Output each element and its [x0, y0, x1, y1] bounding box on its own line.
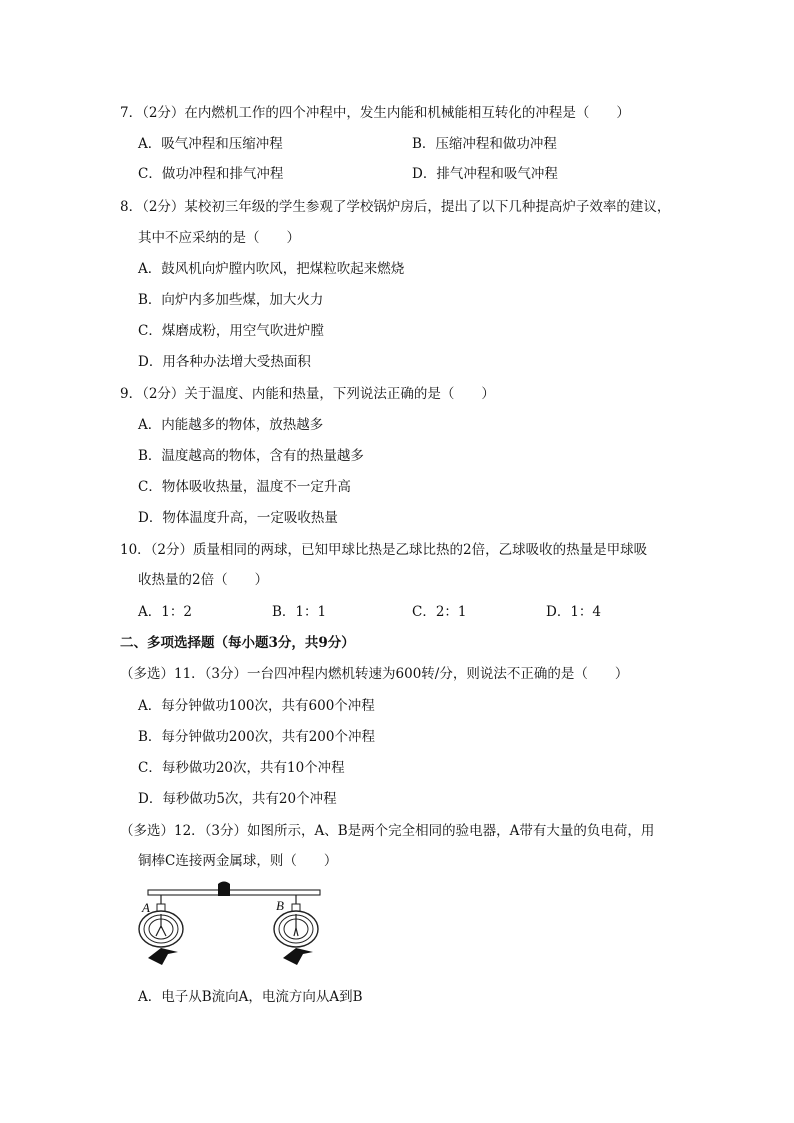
q11-option-d: D．每秒做功5次，共有20个冲程: [138, 791, 337, 807]
q12-stem-line2: 铜棒C连接两金属球，则（ ）: [138, 853, 338, 869]
q9-stem: 9．（2分）关于温度、内能和热量，下列说法正确的是（ ）: [120, 386, 495, 402]
copper-rod: [148, 890, 320, 895]
q7-option-d: D．排气冲程和吸气冲程: [412, 166, 558, 182]
q10-stem-line1: 10．（2分）质量相同的两球，已知甲球比热是乙球比热的2倍，乙球吸收的热量是甲球吸: [120, 542, 648, 558]
q12-stem-line1: （多选）12．（3分）如图所示，A、B是两个完全相同的验电器，A带有大量的负电荷，用: [120, 823, 655, 839]
q8-stem-line2: 其中不应采纳的是（ ）: [138, 230, 300, 246]
q9-option-a: A．内能越多的物体，放热越多: [138, 417, 324, 433]
q8-option-a: A．鼓风机向炉膛内吹风，把煤粒吹起来燃烧: [138, 261, 405, 277]
rod-handle: [218, 882, 230, 897]
q11-stem: （多选）11．（3分）一台四冲程内燃机转速为600转/分，则说法不正确的是（ ）: [120, 666, 629, 682]
q11-option-b: B．每分钟做功200次，共有200个冲程: [138, 729, 375, 745]
q9-option-c: C．物体吸收热量，温度不一定升高: [138, 479, 351, 495]
q10-option-c: C．2：1: [412, 604, 467, 620]
section-heading: 二、多项选择题（每小题3分，共9分）: [120, 635, 355, 651]
q11-option-a: A．每分钟做功100次，共有600个冲程: [138, 698, 375, 714]
q9-option-b: B．温度越高的物体，含有的热量越多: [138, 448, 364, 464]
q8-stem-line1: 8．（2分）某校初三年级的学生参观了学校锅炉房后，提出了以下几种提高炉子效率的建议，: [120, 199, 671, 215]
q8-option-d: D．用各种办法增大受热面积: [138, 354, 311, 370]
q9-option-d: D．物体温度升高，一定吸收热量: [138, 510, 338, 526]
q10-stem-line2: 收热量的2倍（ ）: [138, 572, 269, 588]
q7-option-a: A．吸气冲程和压缩冲程: [138, 136, 283, 152]
q10-option-d: D．1：4: [546, 604, 602, 620]
q10-option-a: A．1：2: [138, 604, 192, 620]
electroscope-figure: [134, 880, 334, 972]
q7-stem: 7．（2分）在内燃机工作的四个冲程中，发生内能和机械能相互转化的冲程是（ ）: [120, 105, 630, 121]
label-a: A: [142, 900, 150, 915]
q10-option-b: B．1：1: [272, 604, 327, 620]
q7-option-c: C．做功冲程和排气冲程: [138, 166, 284, 182]
label-b: B: [276, 898, 284, 913]
q11-option-c: C．每秒做功20次，共有10个冲程: [138, 760, 345, 776]
q8-option-b: B．向炉内多加些煤，加大火力: [138, 292, 324, 308]
q8-option-c: C．煤磨成粉，用空气吹进炉膛: [138, 323, 324, 339]
q7-option-b: B．压缩冲程和做功冲程: [412, 136, 557, 152]
q12-option-a: A．电子从B流向A，电流方向从A到B: [138, 989, 363, 1005]
